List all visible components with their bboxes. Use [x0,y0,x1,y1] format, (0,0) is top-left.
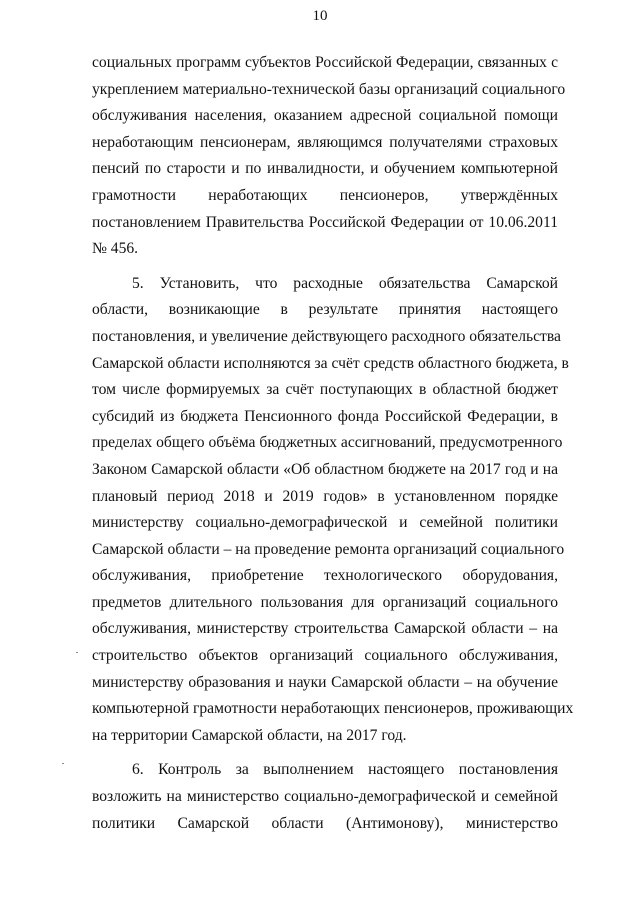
text-line: обслуживания, приобретение технологического оборудования, [92,567,558,585]
paragraph-continuation [92,50,566,263]
text-line: пределах общего объёма бюджетных ассигнований, предусмотренного [92,434,563,452]
text-line: 5. Установить, что расходные обязательства Самарской [132,274,558,292]
text-line: обслуживания населения, оказанием адресной социальной помощи [92,107,558,125]
text-line: плановый период 2018 и 2019 годов» в установленном порядке [92,487,558,505]
text-line: обслуживания, министерству строительства Самарской области – на [92,620,558,638]
page-number: 10 [312,8,328,24]
paragraph-item-6 [92,757,558,837]
text-line: политики Самарской области (Антимонову), министерство [92,814,558,832]
paragraph-item-5 [92,271,574,750]
text-line: министерству образования и науки Самарской области – на обучение [92,673,558,691]
text-line: предметов длительного пользования для организаций социального [92,593,558,611]
text-line: грамотности неработающих пенсионеров, утверждённых [92,186,558,204]
text-line: укреплением материально-технической базы организаций социального [92,80,566,98]
text-line: социальных программ субъектов Российской Федерации, связанных с [92,54,558,71]
text-line: на территории Самарской области, на 2017 год. [92,726,407,744]
text-line: том числе формируемых за счёт поступающих в областной бюджет [92,381,558,399]
text-line: пенсий по старости и по инвалидности, и обучением компьютерной [92,160,558,178]
text-line: неработающим пенсионерам, являющимся получателями страховых [92,133,558,151]
document-body [92,50,574,837]
text-line: постановлением Правительства Российской Федерации от 10.06.2011 [92,213,558,231]
text-line: возложить на министерство социально-демографической и семейной [92,788,558,806]
text-line: министерству социально-демографической и семейной политики [92,514,558,532]
text-line: Законом Самарской области «Об областном бюджете на 2017 год и на [92,460,558,478]
text-line: № 456. [92,240,139,258]
text-line: области, возникающие в результате принятия настоящего [92,301,558,319]
text-line: 6. Контроль за выполнением настоящего постановления [132,761,558,779]
text-line: Самарской области – на проведение ремонта организаций социального [92,540,565,558]
text-line: компьютерной грамотности неработающих пенсионеров, проживающих [92,700,574,718]
text-line: постановления, и увеличение действующего расходного обязательства [92,327,561,345]
scan-speck [62,763,64,764]
scan-speck [76,652,78,653]
text-line: Самарской области исполняются за счёт средств областного бюджета, в [92,354,569,372]
text-line: субсидий из бюджета Пенсионного фонда Российской Федерации, в [92,407,558,425]
text-line: строительство объектов организаций социального обслуживания, [92,647,558,665]
